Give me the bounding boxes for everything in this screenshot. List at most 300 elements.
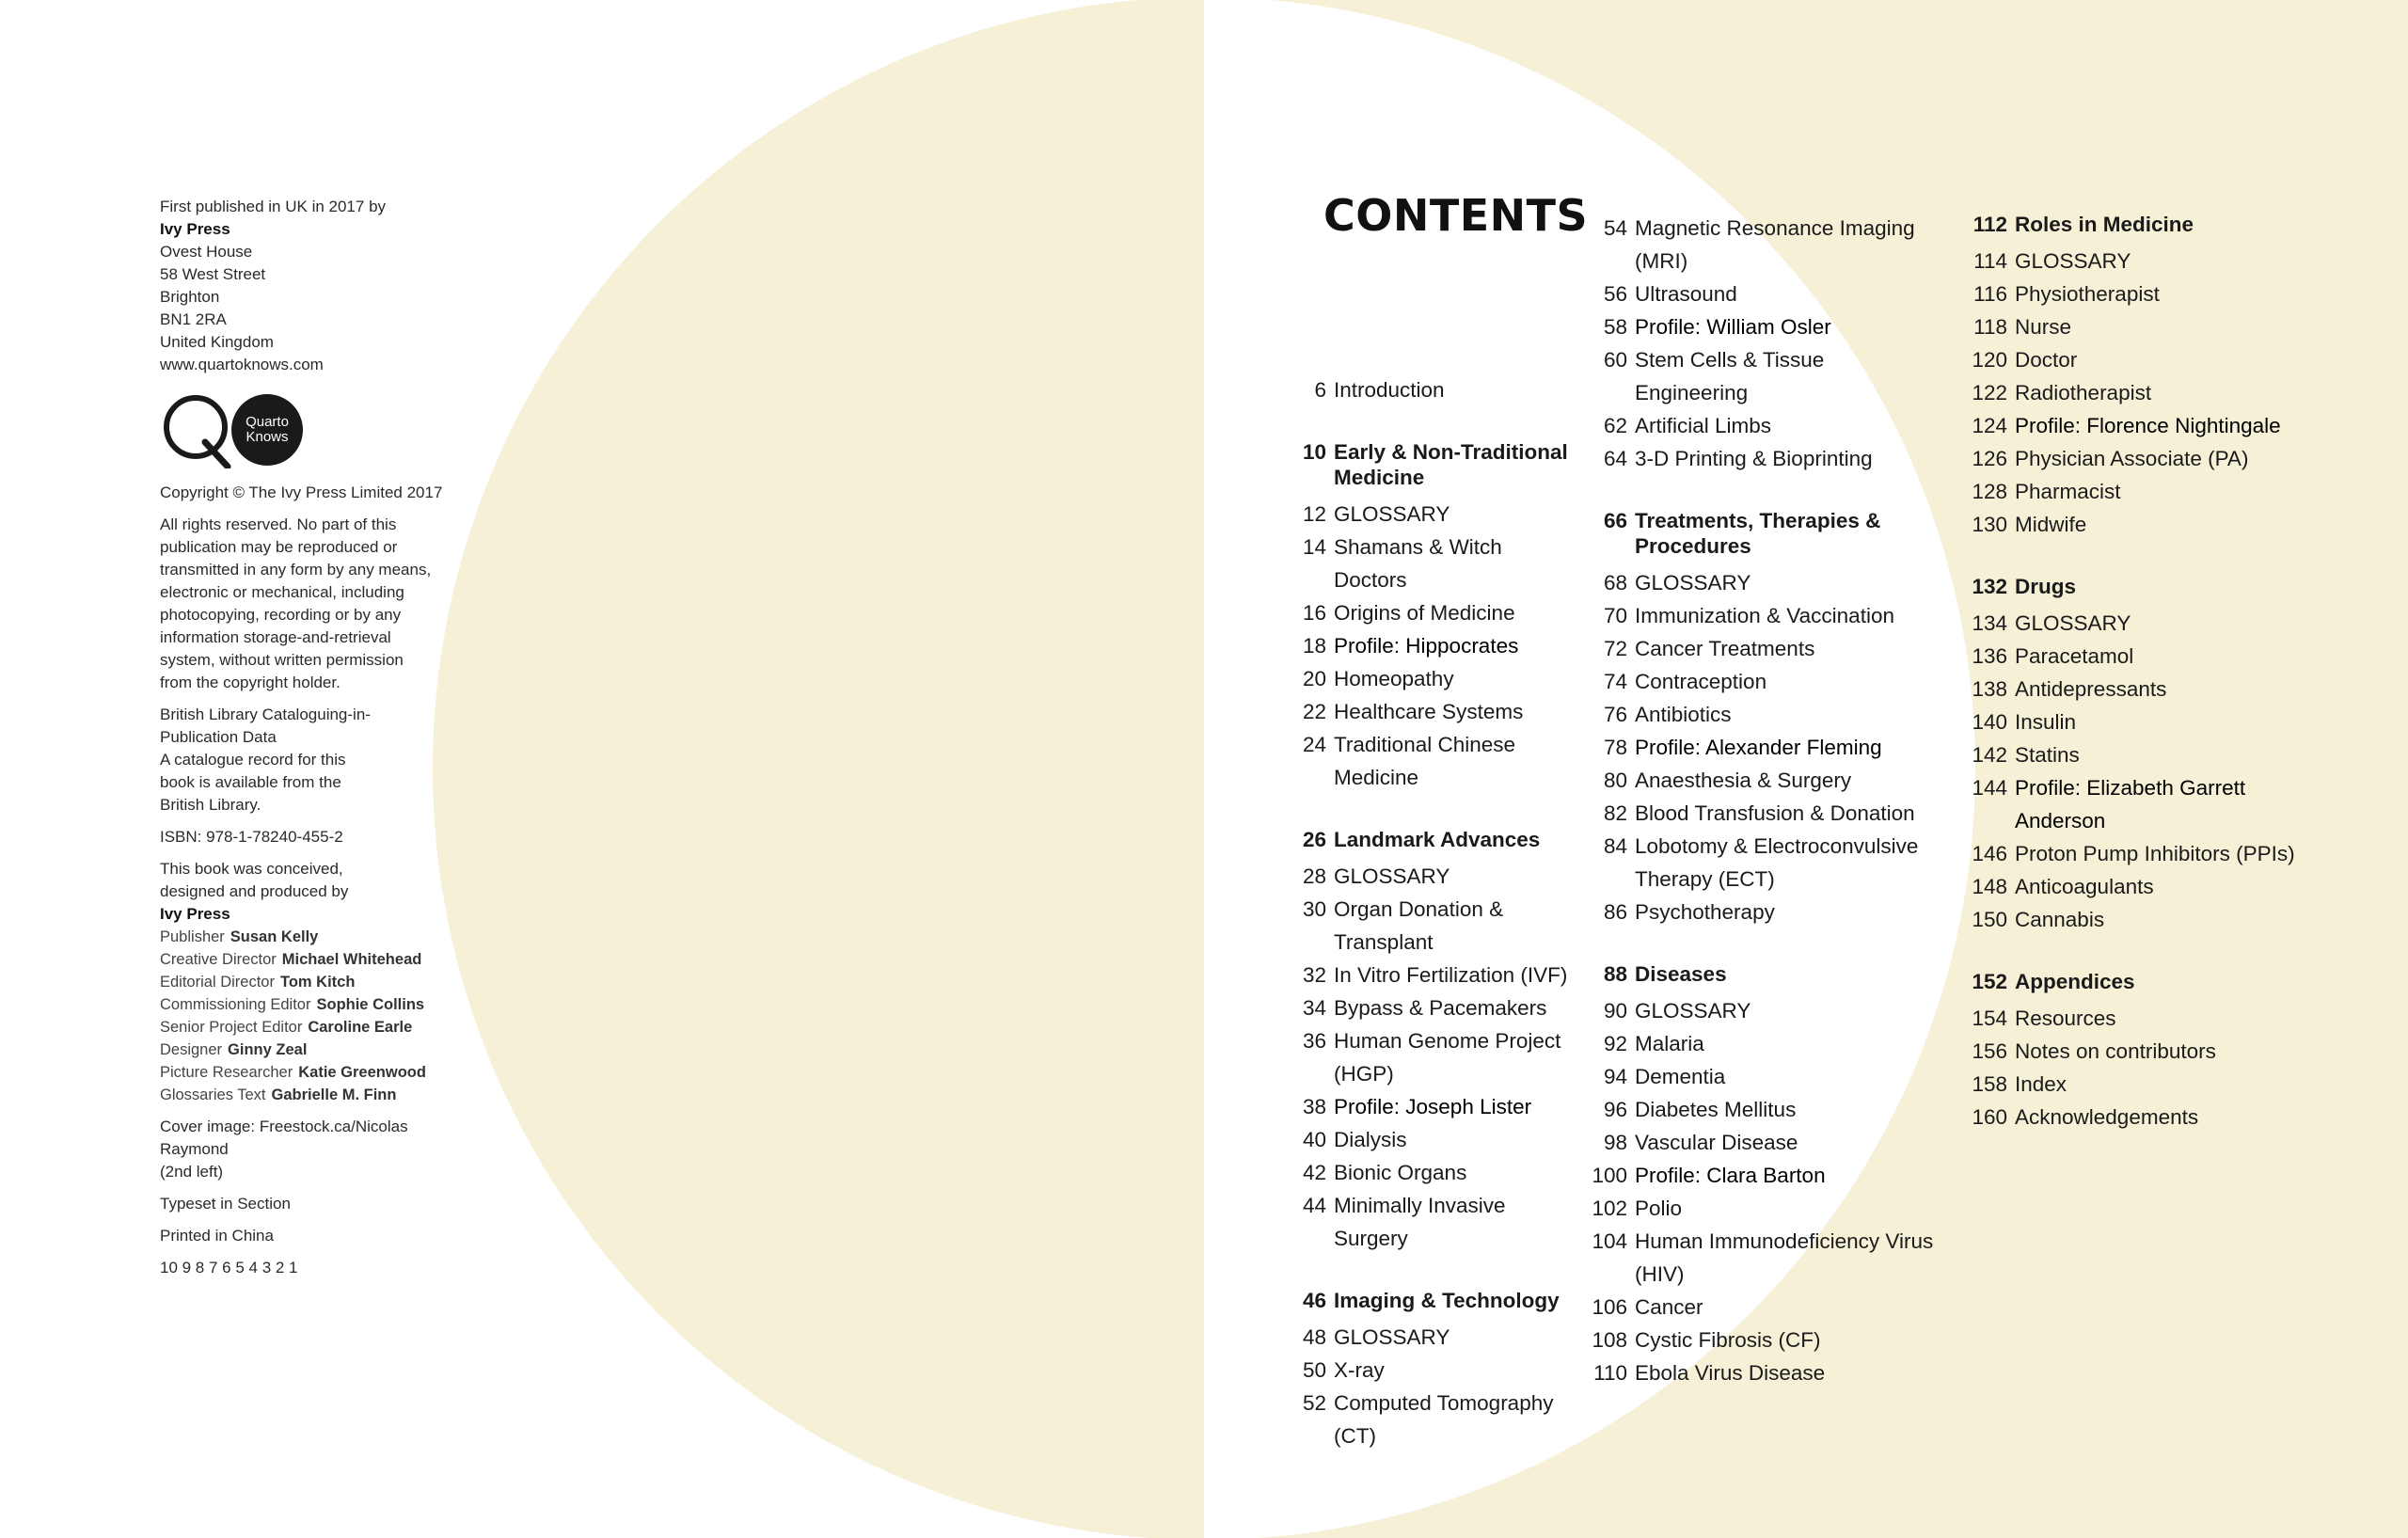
- rights-line: system, without written permission: [160, 651, 404, 669]
- entry-title: Resources: [2015, 1007, 2116, 1030]
- contents-entry: [1289, 860, 1580, 893]
- entry-title: Organ Donation & Transplant: [1334, 897, 1504, 954]
- entry-title: Drugs: [2015, 575, 2077, 598]
- page-number: 142: [1972, 743, 2007, 767]
- entry-title: Profile: Elizabeth Garrett Anderson: [2015, 776, 2246, 832]
- contents-entry: [1289, 662, 1580, 695]
- page-number: 46: [1302, 1289, 1326, 1312]
- credit-role: Glossaries Text: [160, 1086, 266, 1103]
- contents-entry: [1590, 994, 1938, 1027]
- contents-entry: [1590, 1324, 1938, 1356]
- contents-section-heading: [1970, 574, 2327, 607]
- logo-text-quarto: Quarto: [246, 414, 289, 430]
- page-number: 60: [1603, 348, 1627, 372]
- page-number: 160: [1972, 1105, 2007, 1129]
- entry-title: Acknowledgements: [2015, 1105, 2199, 1129]
- contents-entry: [1590, 1060, 1938, 1093]
- contents-entry: [1289, 531, 1580, 596]
- entry-title: GLOSSARY: [1334, 502, 1450, 526]
- entry-title: Index: [2015, 1072, 2067, 1096]
- page-number: 122: [1972, 381, 2007, 404]
- cover-line: (2nd left): [160, 1163, 224, 1181]
- page-number: 14: [1302, 535, 1326, 559]
- entry-title: Minimally Invasive Surgery: [1334, 1194, 1506, 1250]
- contents-entry: [1289, 1024, 1580, 1090]
- contents-entry: [1590, 1093, 1938, 1126]
- contents-entry: [1289, 1321, 1580, 1354]
- entry-title: GLOSSARY: [1635, 999, 1751, 1023]
- contents-section-heading: [1289, 439, 1580, 498]
- entry-title: Origins of Medicine: [1334, 601, 1515, 625]
- section-spacer: [1970, 541, 2327, 574]
- credit-name: Gabrielle M. Finn: [271, 1086, 397, 1103]
- contents-entry: [1590, 1027, 1938, 1060]
- entry-title: In Vitro Fertilization (IVF): [1334, 963, 1568, 987]
- contents-entry: [1970, 409, 2327, 442]
- contents-entry: [1970, 1035, 2327, 1068]
- page-number: 36: [1302, 1029, 1326, 1053]
- page-number: 82: [1603, 801, 1627, 825]
- page-number: 128: [1972, 480, 2007, 503]
- credit-row: [160, 948, 480, 971]
- page-number: 10: [1302, 440, 1326, 464]
- contents-entry: [1970, 673, 2327, 706]
- page-number: 20: [1302, 667, 1326, 690]
- copyright-line: Copyright © The Ivy Press Limited 2017: [160, 484, 443, 501]
- isbn-line: ISBN: 978-1-78240-455-2: [160, 828, 343, 846]
- entry-title: Radiotherapist: [2015, 381, 2152, 404]
- page-number: 22: [1302, 700, 1326, 723]
- page-number: 96: [1603, 1098, 1627, 1121]
- printed-line: Printed in China: [160, 1227, 274, 1245]
- contents-entry: [1289, 1123, 1580, 1156]
- contents-section-heading: [1970, 212, 2327, 245]
- page-number: 100: [1592, 1164, 1627, 1187]
- entry-title: Treatments, Therapies & Procedures: [1635, 509, 1881, 558]
- credit-name: Caroline Earle: [308, 1019, 413, 1036]
- page-number: 62: [1603, 414, 1627, 437]
- entry-title: Psychotherapy: [1635, 900, 1775, 924]
- entry-title: Nurse: [2015, 315, 2072, 339]
- contents-entry: [1590, 731, 1938, 764]
- contents-entry: [1289, 1156, 1580, 1189]
- contents-column-3: [1970, 212, 2327, 1134]
- credit-name: Tom Kitch: [279, 974, 356, 991]
- entry-title: Dementia: [1635, 1065, 1726, 1088]
- credit-name: Michael Whitehead: [281, 951, 422, 968]
- page-number: 78: [1603, 736, 1627, 759]
- contents-entry: [1970, 245, 2327, 277]
- cip-line: A catalogue record for this: [160, 751, 346, 769]
- entry-title: Introduction: [1334, 378, 1445, 402]
- typeset-line: Typeset in Section: [160, 1195, 291, 1213]
- contents-entry: [1289, 1387, 1580, 1452]
- conceived-line: designed and produced by: [160, 882, 349, 900]
- page-number: 72: [1603, 637, 1627, 660]
- contents-entry: [1970, 376, 2327, 409]
- page-number: 124: [1972, 414, 2007, 437]
- section-spacer: [1289, 406, 1580, 439]
- rights-line: All rights reserved. No part of this: [160, 515, 397, 533]
- credit-row: [160, 1039, 480, 1061]
- cip-line: book is available from the: [160, 773, 341, 791]
- entry-title: Lobotomy & Electroconvulsive Therapy (ECT): [1635, 834, 1919, 891]
- entry-title: Profile: Alexander Fleming: [1635, 736, 1882, 759]
- page-number: 28: [1302, 864, 1326, 888]
- first-published-line: First published in UK in 2017 by: [160, 198, 387, 215]
- entry-title: Profile: Joseph Lister: [1334, 1095, 1532, 1118]
- contents-section-heading: [1289, 827, 1580, 860]
- contents-entry: [1590, 1159, 1938, 1192]
- entry-title: Early & Non-Traditional Medicine: [1334, 440, 1568, 489]
- address-line: 58 West Street: [160, 265, 266, 283]
- contents-entry: [1590, 665, 1938, 698]
- page-number: 130: [1972, 513, 2007, 536]
- rights-line: publication may be reproduced or: [160, 538, 398, 556]
- entry-title: GLOSSARY: [1635, 571, 1751, 595]
- page-number: 104: [1592, 1229, 1627, 1253]
- entry-title: Diabetes Mellitus: [1635, 1098, 1797, 1121]
- entry-title: Human Genome Project (HGP): [1334, 1029, 1561, 1086]
- contents-entry: [1970, 475, 2327, 508]
- page-number: 148: [1972, 875, 2007, 898]
- credit-role: Senior Project Editor: [160, 1019, 303, 1036]
- entry-title: GLOSSARY: [2015, 249, 2131, 273]
- entry-title: Dialysis: [1334, 1128, 1407, 1151]
- page-number: 64: [1603, 447, 1627, 470]
- credit-row: [160, 926, 480, 948]
- credit-name: Susan Kelly: [230, 928, 319, 945]
- contents-entry: [1970, 343, 2327, 376]
- credit-role: Publisher: [160, 928, 225, 945]
- entry-title: Immunization & Vaccination: [1635, 604, 1894, 627]
- entry-title: Stem Cells & Tissue Engineering: [1635, 348, 1825, 404]
- entry-title: Cancer Treatments: [1635, 637, 1815, 660]
- section-spacer: [1970, 936, 2327, 969]
- contents-entry: [1289, 596, 1580, 629]
- page-number: 154: [1972, 1007, 2007, 1030]
- entry-title: Homeopathy: [1334, 667, 1454, 690]
- address-line: BN1 2RA: [160, 310, 227, 328]
- contents-heading: CONTENTS: [1323, 190, 1589, 241]
- contents-entry: [1590, 277, 1938, 310]
- entry-title: Roles in Medicine: [2015, 213, 2194, 236]
- entry-title: GLOSSARY: [1334, 1325, 1450, 1349]
- page-number: 54: [1603, 216, 1627, 240]
- contents-entry: [1590, 599, 1938, 632]
- entry-title: Polio: [1635, 1197, 1683, 1220]
- entry-title: Doctor: [2015, 348, 2078, 372]
- entry-title: Physician Associate (PA): [2015, 447, 2249, 470]
- entry-title: Notes on contributors: [2015, 1039, 2216, 1063]
- contents-entry: [1289, 498, 1580, 531]
- entry-title: Human Immunodeficiency Virus (HIV): [1635, 1229, 1934, 1286]
- entry-title: Bionic Organs: [1334, 1161, 1467, 1184]
- page-number: 56: [1603, 282, 1627, 306]
- entry-title: Artificial Limbs: [1635, 414, 1772, 437]
- page-number: 110: [1593, 1361, 1627, 1385]
- address-line: Ovest House: [160, 243, 253, 261]
- entry-title: Diseases: [1635, 962, 1727, 986]
- contents-entry: [1289, 893, 1580, 959]
- producer-name: Ivy Press: [160, 905, 230, 923]
- address-line: United Kingdom: [160, 333, 274, 351]
- contents-entry: [1590, 797, 1938, 830]
- contents-entry: [1590, 1291, 1938, 1324]
- print-number-line: 10 9 8 7 6 5 4 3 2 1: [160, 1259, 298, 1276]
- page-number: 6: [1314, 378, 1326, 402]
- credit-name: Ginny Zeal: [228, 1041, 308, 1058]
- contents-column-1: [1289, 373, 1580, 1452]
- entry-title: Paracetamol: [2015, 644, 2134, 668]
- rights-line: transmitted in any form by any means,: [160, 561, 432, 579]
- contents-entry: [1590, 764, 1938, 797]
- cover-line: Cover image: Freestock.ca/Nicolas Raymond: [160, 1118, 408, 1158]
- contents-entry: [1289, 728, 1580, 794]
- credits-list: [160, 926, 480, 1106]
- contents-entry: [1970, 706, 2327, 738]
- entry-title: Computed Tomography (CT): [1334, 1391, 1554, 1448]
- contents-entry: [1970, 310, 2327, 343]
- page-number: 38: [1302, 1095, 1326, 1118]
- page-number: 94: [1603, 1065, 1627, 1088]
- entry-title: Anticoagulants: [2015, 875, 2154, 898]
- entry-title: 3-D Printing & Bioprinting: [1635, 447, 1873, 470]
- contents-entry: [1590, 310, 1938, 343]
- entry-title: Healthcare Systems: [1334, 700, 1524, 723]
- contents-entry: [1289, 1090, 1580, 1123]
- contents-entry: [1590, 409, 1938, 442]
- page-number: 150: [1972, 908, 2007, 931]
- contents-entry: [1590, 343, 1938, 409]
- page-number: 126: [1972, 447, 2007, 470]
- section-spacer: [1590, 928, 1938, 961]
- entry-title: Contraception: [1635, 670, 1767, 693]
- credit-row: [160, 993, 480, 1016]
- entry-title: Cystic Fibrosis (CF): [1635, 1328, 1821, 1352]
- page-number: 86: [1603, 900, 1627, 924]
- entry-title: Insulin: [2015, 710, 2077, 734]
- conceived-line: This book was conceived,: [160, 860, 343, 878]
- entry-title: X-ray: [1334, 1358, 1385, 1382]
- page-number: 32: [1302, 963, 1326, 987]
- entry-title: Statins: [2015, 743, 2080, 767]
- production-notice: [160, 858, 480, 926]
- entry-title: Proton Pump Inhibitors (PPIs): [2015, 842, 2295, 865]
- page-number: 18: [1302, 634, 1326, 658]
- contents-section-heading: [1970, 969, 2327, 1002]
- imprint-column: [160, 196, 480, 1279]
- credit-row: [160, 971, 480, 993]
- entry-title: Antibiotics: [1635, 703, 1732, 726]
- entry-title: Vascular Disease: [1635, 1131, 1798, 1154]
- credit-row: [160, 1016, 480, 1039]
- quarto-knows-logo: [162, 391, 480, 468]
- entry-title: Appendices: [2015, 970, 2135, 993]
- entry-title: Traditional Chinese Medicine: [1334, 733, 1516, 789]
- cip-line: British Library Cataloguing-in-: [160, 706, 371, 723]
- page-number: 16: [1302, 601, 1326, 625]
- credit-name: Katie Greenwood: [298, 1064, 426, 1081]
- entry-title: Malaria: [1635, 1032, 1704, 1055]
- publisher-address: [160, 241, 480, 376]
- entry-title: Antidepressants: [2015, 677, 2167, 701]
- section-spacer: [1289, 794, 1580, 827]
- page-number: 34: [1302, 996, 1326, 1020]
- page-number: 26: [1302, 828, 1326, 851]
- credit-role: Editorial Director: [160, 974, 275, 991]
- cip-notice: [160, 704, 480, 817]
- contents-entry: [1590, 830, 1938, 896]
- contents-entry: [1590, 212, 1938, 277]
- entry-title: GLOSSARY: [1334, 864, 1450, 888]
- page-number: 12: [1302, 502, 1326, 526]
- page-number: 90: [1603, 999, 1627, 1023]
- contents-entry: [1970, 837, 2327, 870]
- website-line: www.quartoknows.com: [160, 356, 324, 373]
- page-number: 68: [1603, 571, 1627, 595]
- credit-role: Picture Researcher: [160, 1064, 293, 1081]
- cip-line: British Library.: [160, 796, 261, 814]
- page-number: 144: [1972, 776, 2007, 800]
- contents-entry: [1289, 629, 1580, 662]
- contents-entry: [1970, 640, 2327, 673]
- contents-entry: [1590, 632, 1938, 665]
- cip-line: Publication Data: [160, 728, 277, 746]
- page-number: 138: [1972, 677, 2007, 701]
- contents-entry: [1590, 1225, 1938, 1291]
- entry-title: Physiotherapist: [2015, 282, 2160, 306]
- contents-entry: [1289, 959, 1580, 991]
- logo-text-knows: Knows: [246, 429, 289, 445]
- page-number: 112: [1972, 213, 2007, 236]
- contents-entry: [1590, 698, 1938, 731]
- page-number: 50: [1302, 1358, 1326, 1382]
- page-number: 48: [1302, 1325, 1326, 1349]
- credit-row: [160, 1084, 480, 1106]
- contents-entry: [1970, 607, 2327, 640]
- page-number: 114: [1973, 249, 2007, 273]
- contents-entry: [1590, 1126, 1938, 1159]
- page-number: 52: [1302, 1391, 1326, 1415]
- entry-title: Profile: Hippocrates: [1334, 634, 1519, 658]
- page-number: 70: [1603, 604, 1627, 627]
- entry-title: Pharmacist: [2015, 480, 2121, 503]
- entry-title: Ultrasound: [1635, 282, 1737, 306]
- section-spacer: [1590, 475, 1938, 508]
- contents-entry: [1289, 991, 1580, 1024]
- section-spacer: [1289, 1255, 1580, 1288]
- page-number: 30: [1302, 897, 1326, 921]
- page-number: 24: [1302, 733, 1326, 756]
- quarto-knows-badge: [231, 394, 303, 466]
- contents-entry: [1590, 442, 1938, 475]
- entry-title: Blood Transfusion & Donation: [1635, 801, 1915, 825]
- contents-entry: [1970, 903, 2327, 936]
- entry-title: Ebola Virus Disease: [1635, 1361, 1826, 1385]
- page-number: 116: [1973, 282, 2007, 306]
- entry-title: Cannabis: [2015, 908, 2105, 931]
- rights-line: information storage-and-retrieval: [160, 628, 391, 646]
- cover-credit: [160, 1116, 480, 1183]
- page-number: 108: [1592, 1328, 1627, 1352]
- contents-entry: [1970, 442, 2327, 475]
- entry-title: Bypass & Pacemakers: [1334, 996, 1547, 1020]
- rights-line: electronic or mechanical, including: [160, 583, 404, 601]
- page-number: 88: [1603, 962, 1627, 986]
- contents-entry: [1289, 1189, 1580, 1255]
- credit-row: [160, 1061, 480, 1084]
- page-number: 102: [1592, 1197, 1627, 1220]
- entry-title: Anaesthesia & Surgery: [1635, 769, 1852, 792]
- credit-role: Creative Director: [160, 951, 277, 968]
- contents-entry: [1970, 738, 2327, 771]
- entry-title: Midwife: [2015, 513, 2087, 536]
- page-number: 98: [1603, 1131, 1627, 1154]
- contents-entry: [1590, 566, 1938, 599]
- page-number: 66: [1603, 509, 1627, 532]
- contents-entry: [1590, 896, 1938, 928]
- page-number: 84: [1603, 834, 1627, 858]
- credit-name: Sophie Collins: [316, 996, 425, 1013]
- contents-entry: [1590, 1356, 1938, 1389]
- page-number: 136: [1972, 644, 2007, 668]
- contents-section-heading: [1590, 961, 1938, 994]
- contents-section-heading: [1590, 508, 1938, 566]
- contents-entry: [1590, 1192, 1938, 1225]
- contents-entry: [1970, 771, 2327, 837]
- contents-entry: [1970, 1002, 2327, 1035]
- contents-section-heading: [1289, 1288, 1580, 1321]
- contents-entry: [1289, 1354, 1580, 1387]
- contents-entry: [1970, 870, 2327, 903]
- page-number: 80: [1603, 769, 1627, 792]
- page-number: 58: [1603, 315, 1627, 339]
- rights-line: from the copyright holder.: [160, 674, 341, 691]
- page-number: 152: [1972, 970, 2007, 993]
- entry-title: Imaging & Technology: [1334, 1289, 1560, 1312]
- contents-entry: [1970, 508, 2327, 541]
- entry-title: Profile: William Osler: [1635, 315, 1831, 339]
- entry-title: Profile: Clara Barton: [1635, 1164, 1826, 1187]
- contents-entry: [1289, 695, 1580, 728]
- page-number: 146: [1972, 842, 2007, 865]
- rights-notice: [160, 514, 480, 694]
- contents-entry: [1970, 277, 2327, 310]
- page-number: 134: [1972, 611, 2007, 635]
- page-number: 76: [1603, 703, 1627, 726]
- page-number: 44: [1302, 1194, 1326, 1217]
- credit-role: Commissioning Editor: [160, 996, 311, 1013]
- page-number: 92: [1603, 1032, 1627, 1055]
- entry-title: GLOSSARY: [2015, 611, 2131, 635]
- entry-title: Shamans & Witch Doctors: [1334, 535, 1502, 592]
- page-number: 40: [1302, 1128, 1326, 1151]
- q-letter-icon: [162, 391, 233, 468]
- contents-entry: [1289, 373, 1580, 406]
- entry-title: Cancer: [1635, 1295, 1703, 1319]
- page-number: 120: [1972, 348, 2007, 372]
- contents-entry: [1970, 1068, 2327, 1101]
- address-line: Brighton: [160, 288, 220, 306]
- entry-title: Profile: Florence Nightingale: [2015, 414, 2281, 437]
- entry-title: Landmark Advances: [1334, 828, 1541, 851]
- page-number: 42: [1302, 1161, 1326, 1184]
- credit-role: Designer: [160, 1041, 223, 1058]
- publisher-name: Ivy Press: [160, 220, 230, 238]
- page-number: 156: [1972, 1039, 2007, 1063]
- page-number: 158: [1972, 1072, 2007, 1096]
